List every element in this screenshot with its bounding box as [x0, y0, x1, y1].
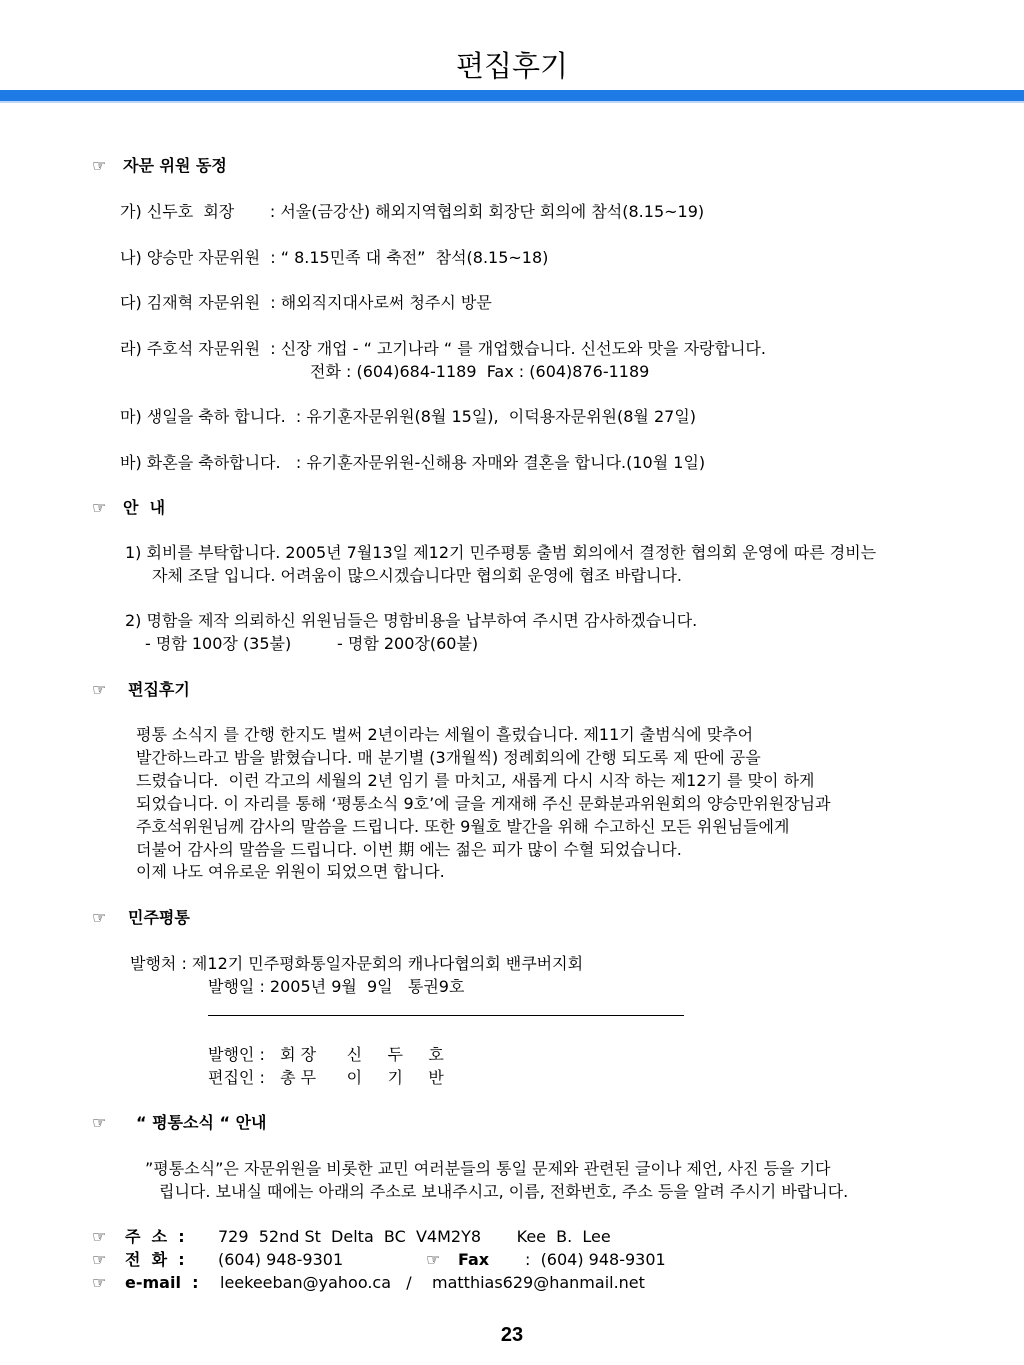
guide-line: 립니다. 보내실 때에는 아래의 주소로 보내주시고, 이름, 전화번호, 주소 등을 알려 주시기 바랍니다. [159, 1182, 849, 1201]
advisor-item: 바) 화혼을 축하합니다. : 유기훈자문위원-신해용 자매와 결혼을 합니다.(10월 1일) [120, 453, 706, 472]
editor-person: 편집인 : 총 무 이 기 반 [208, 1068, 444, 1087]
issue-date-line: 발행일 : 2005년 9월 9일 통권9호 [208, 977, 465, 996]
divider-rule [208, 1015, 684, 1016]
header-bar-shadow [0, 101, 1024, 103]
fax-label: Fax [458, 1250, 490, 1269]
pointing-hand-icon: ☞ [426, 1250, 441, 1269]
pointing-hand-icon: ☞ [92, 1250, 107, 1269]
phone-value: (604) 948-9301 [218, 1250, 344, 1269]
notice-line: - 명함 100장 (35불) - 명함 200장(60불) [145, 634, 479, 653]
page-number: 23 [500, 1324, 524, 1346]
pointing-hand-icon: ☞ [92, 1227, 107, 1246]
advisor-item: 라) 주호석 자문위원 : 신장 개업 - “ 고기나라 “ 를 개업했습니다. 신선도와 맛을 자랑합니다. [120, 339, 766, 358]
editorial-line: 발간하느라고 밤을 밝혔습니다. 매 분기별 (3개월씩) 정례회의에 간행 되도록 제 딴에 공을 [136, 748, 761, 767]
notice-line: 자체 조달 입니다. 어려움이 많으시겠습니다만 협의회 운영에 협조 바랍니다. [152, 566, 682, 585]
editorial-line: 드렸습니다. 이런 각고의 세월의 2년 임기 를 마치고, 새롭게 다시 시작 하는 제12기 를 맞이 하게 [136, 771, 815, 790]
editorial-line: 되었습니다. 이 자리를 통해 ‘평통소식 9호’에 글을 게재해 주신 문화분과위원회의 양승만위원장님과 [136, 794, 831, 813]
editorial-line: 더불어 감사의 말씀을 드립니다. 이번 期 에는 젊은 피가 많이 수혈 되었습니다. [136, 840, 682, 859]
editorial-line: 평통 소식지 를 간행 한지도 벌써 2년이라는 세월이 흘렀습니다. 제11기 출범식에 맞추어 [136, 725, 754, 744]
advisor-item: 나) 양승만 자문위원 : “ 8.15민족 대 축전” 참석(8.15~18) [120, 248, 549, 267]
email-label: e-mail : [125, 1273, 199, 1292]
pointing-hand-icon: ☞ [92, 1113, 107, 1132]
editorial-line: 주호석위원님께 감사의 말씀을 드립니다. 또한 9월호 발간을 위해 수고하신 모든 위원님들에게 [136, 817, 790, 836]
address-label: 주 소 : [125, 1227, 185, 1246]
pointing-hand-icon: ☞ [92, 1273, 107, 1292]
advisor-item-contact: 전화 : (604)684-1189 Fax : (604)876-1189 [310, 362, 650, 381]
pointing-hand-icon: ☞ [92, 680, 107, 699]
section-heading-notice: 안 내 [123, 498, 166, 517]
section-heading-pyeongtong: 민주평통 [128, 908, 190, 927]
email-value[interactable]: leekeeban@yahoo.ca / matthias629@hanmail.net [220, 1273, 645, 1292]
address-value: 729 52nd St Delta BC V4M2Y8 Kee B. Lee [218, 1227, 611, 1246]
page-title: 편집후기 [455, 49, 569, 83]
pointing-hand-icon: ☞ [92, 908, 107, 927]
editorial-line: 이제 나도 여유로운 위원이 되었으면 합니다. [136, 862, 445, 881]
advisor-item: 가) 신두호 회장 : 서울(금강산) 해외지역협의회 회장단 회의에 참석(8.15~19) [120, 202, 705, 221]
fax-value: : (604) 948-9301 [525, 1250, 666, 1269]
publisher-line: 발행처 : 제12기 민주평화통일자문회의 캐나다협의회 밴쿠버지회 [130, 954, 584, 973]
pointing-hand-icon: ☞ [92, 498, 107, 517]
notice-line: 1) 회비를 부탁합니다. 2005년 7월13일 제12기 민주평통 출범 회의에서 결정한 협의회 운영에 따른 경비는 [125, 543, 877, 562]
pointing-hand-icon: ☞ [92, 156, 107, 175]
publisher-person: 발행인 : 회 장 신 두 호 [208, 1045, 444, 1064]
phone-label: 전 화 : [125, 1250, 185, 1269]
notice-line: 2) 명함을 제작 의뢰하신 위원님들은 명함비용을 납부하여 주시면 감사하겠습니다. [125, 611, 698, 630]
section-heading-editorial: 편집후기 [128, 680, 190, 699]
section-heading-advisors: 자문 위원 동정 [123, 156, 227, 175]
advisor-item: 다) 김재혁 자문위원 : 해외직지대사로써 청주시 방문 [120, 293, 492, 312]
guide-line: ”평통소식”은 자문위원을 비롯한 교민 여러분들의 통일 문제와 관련된 글이나 제언, 사진 등을 기다 [145, 1159, 831, 1178]
advisor-item: 마) 생일을 축하 합니다. : 유기훈자문위원(8월 15일), 이덕용자문위원(8월 27일) [120, 407, 697, 426]
header-bar [0, 90, 1024, 101]
section-heading-newsletter-guide: “ 평통소식 “ 안내 [136, 1113, 267, 1132]
